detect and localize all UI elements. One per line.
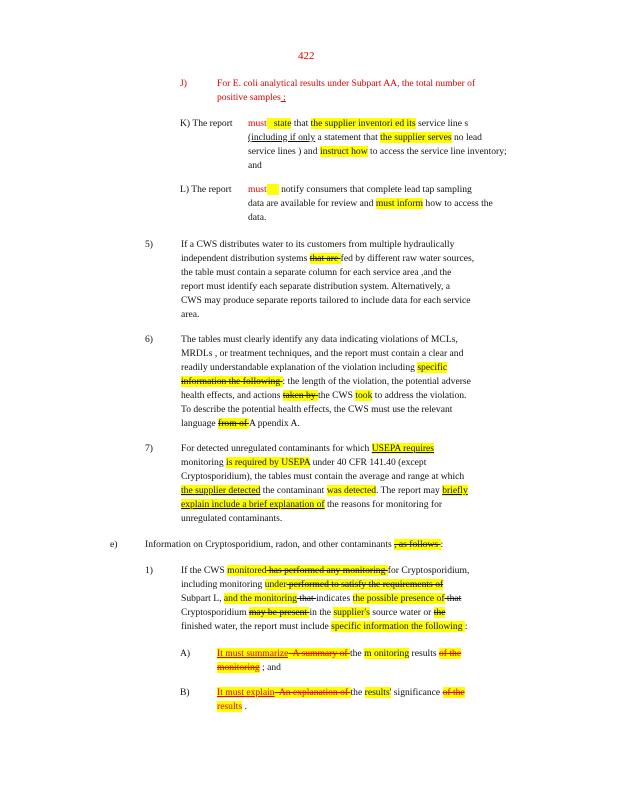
page-number: 422 [298, 50, 315, 62]
text-run: An explanation of [274, 687, 351, 698]
text-run: To describe the potential health effects, the CWS must use the relevant [181, 404, 453, 415]
text-run: must inform [375, 198, 424, 209]
text-run: notify consumers that complete lead tap sampling [278, 184, 472, 195]
item-7-text [181, 442, 541, 526]
text-run: results' [364, 687, 392, 698]
text-run: how to access the [423, 198, 493, 209]
text-run: : [440, 539, 444, 550]
text-line [181, 280, 541, 294]
text-run: indicates [316, 593, 353, 604]
text-run: specific [417, 362, 448, 373]
item-label-j: J) [180, 78, 187, 89]
item-j-text [217, 77, 547, 105]
text-run: report must identify each separate distribution system. Alternatively, a [181, 281, 450, 292]
text-run: ; [280, 92, 286, 103]
text-run: instruct how [319, 146, 368, 157]
text-run: must [248, 184, 267, 195]
text-run: positive samples [217, 92, 281, 103]
text-line [248, 145, 548, 159]
text-line [248, 183, 548, 197]
text-line [181, 564, 541, 578]
text-run: finished water, the report must include [181, 621, 332, 632]
item-b-text [217, 686, 547, 714]
text-line [181, 512, 541, 526]
text-line [181, 484, 541, 498]
text-run: is required by USEPA [226, 457, 311, 468]
text-line [217, 91, 547, 105]
text-run: under [264, 579, 287, 590]
text-line [181, 389, 541, 403]
text-run: CWS may produce separate reports tailored to include data for each service [181, 295, 471, 306]
text-run: state [266, 118, 292, 129]
text-run: health effects, and actions [181, 390, 283, 401]
text-run: briefly [442, 485, 468, 496]
text-run: the supplier inventori ed its [310, 118, 416, 129]
text-run: specific information the following [331, 621, 465, 632]
text-run: no lead [451, 132, 482, 143]
item-label-b: B) [180, 687, 190, 698]
text-line [181, 238, 541, 252]
text-run: language [181, 418, 219, 429]
text-run: m onitoring [364, 648, 410, 659]
text-run: For detected unregulated contaminants for which [181, 443, 372, 454]
text-run: that [296, 593, 317, 604]
item-k-text [248, 117, 548, 173]
text-run: the CWS [318, 390, 356, 401]
item-label-1: 1) [145, 565, 153, 576]
item-label-l: L) The report [180, 184, 232, 195]
text-line [181, 417, 541, 431]
text-run: of the [442, 687, 465, 698]
text-run: the [350, 687, 365, 698]
text-run: ; and [259, 662, 281, 673]
text-run: . The report may [376, 485, 443, 496]
text-line [248, 159, 548, 173]
text-run: that [291, 118, 311, 129]
text-run: in the [309, 607, 334, 618]
text-run: the contaminant [260, 485, 327, 496]
text-line [181, 266, 541, 280]
text-run: A summary of [288, 648, 350, 659]
text-run: explain include a brief explanation of [181, 499, 325, 510]
text-run: For E. coli analytical results under Subpart AA, the total number of [217, 78, 476, 89]
text-run: that [444, 593, 462, 604]
text-run: of the [439, 648, 462, 659]
text-run: monitoring [217, 662, 260, 673]
text-line [217, 77, 547, 91]
text-line [217, 661, 547, 675]
text-line [181, 361, 541, 375]
text-run: monitoring [181, 457, 227, 468]
text-run: service lines ) and [248, 146, 320, 157]
text-run: including monitoring [181, 579, 265, 590]
text-run [267, 184, 279, 195]
text-run: the [433, 607, 446, 618]
text-run: was detected [326, 485, 377, 496]
text-run: source water or [369, 607, 434, 618]
text-line [145, 538, 545, 552]
text-line [181, 606, 541, 620]
text-line [181, 498, 541, 512]
text-run: If the CWS [181, 565, 228, 576]
text-run: It must explain [217, 687, 275, 698]
text-run: : [464, 621, 468, 632]
text-line [181, 333, 541, 347]
text-line [181, 578, 541, 592]
text-run: to address the violation. [372, 390, 467, 401]
text-run: results [217, 701, 243, 712]
text-run: the supplier serves [380, 132, 452, 143]
text-run: MRDLs , or treatment techniques, and the report must contain a clear and [181, 348, 464, 359]
item-label-7: 7) [145, 443, 153, 454]
text-line [181, 308, 541, 322]
text-run: monitored [227, 565, 267, 576]
text-run: data. [248, 212, 267, 223]
text-line [181, 403, 541, 417]
text-run: taken by [282, 390, 319, 401]
text-run: the table must contain a separate column for each service area ,and the [181, 267, 452, 278]
text-line [248, 197, 548, 211]
item-a-text [217, 647, 547, 675]
text-run: area. [181, 309, 200, 320]
text-run: to access the service line inventory; [367, 146, 507, 157]
text-run: has performed any monitoring [266, 565, 388, 576]
text-run: the supplier detected [181, 485, 261, 496]
text-line [181, 252, 541, 266]
text-run: under 40 CFR 141.40 (except [310, 457, 427, 468]
text-run: the reasons for monitoring for [324, 499, 443, 510]
item-label-5: 5) [145, 239, 153, 250]
text-run: the [349, 648, 365, 659]
text-run: data are available for review and [248, 198, 376, 209]
text-line [181, 592, 541, 606]
text-run: A ppendix A. [248, 418, 300, 429]
text-line [217, 647, 547, 661]
text-run: for Cryptosporidium, [387, 565, 470, 576]
text-line [181, 347, 541, 361]
item-label-a: A) [180, 648, 191, 659]
text-line [248, 117, 548, 131]
text-run: supplier's [333, 607, 370, 618]
text-line [217, 686, 547, 700]
text-line [248, 211, 548, 225]
item-label-k: K) The report [180, 118, 233, 129]
text-run: , as follows [394, 539, 441, 550]
text-line [181, 470, 541, 484]
text-line [248, 131, 548, 145]
text-line [217, 700, 547, 714]
text-line [181, 442, 541, 456]
text-run: may be present [248, 607, 310, 618]
text-run: the possible presence of [352, 593, 445, 604]
text-run: . [242, 701, 247, 712]
text-run: took [355, 390, 373, 401]
text-run: and [248, 160, 262, 171]
text-run: from of [218, 418, 249, 429]
text-run: and the monitoring [223, 593, 297, 604]
text-run: Cryptosporidium), the tables must contain the average and range at which [181, 471, 465, 482]
text-line [181, 620, 541, 634]
text-run: performed to satisfy the requirements of [286, 579, 444, 590]
item-label-e: e) [110, 539, 118, 550]
item-5-text [181, 238, 541, 322]
item-label-6: 6) [145, 334, 153, 345]
text-run: Subpart L, [181, 593, 224, 604]
text-run: unregulated contaminants. [181, 513, 283, 524]
text-run: information the following [181, 376, 283, 387]
text-run: Cryptosporidium [181, 607, 249, 618]
text-run: If a CWS distributes water to its customers from multiple hydraulically [181, 239, 455, 250]
text-run: : the length of the violation, the potential adverse [282, 376, 471, 387]
text-run: must [248, 118, 267, 129]
text-run: results [409, 648, 439, 659]
text-run: significance [391, 687, 443, 698]
text-run: independent distribution systems [181, 253, 310, 264]
text-run: Information on Cryptosporidium, radon, and other contaminants [145, 539, 395, 550]
text-line [181, 375, 541, 389]
item-e-text [145, 538, 545, 552]
text-run: fed by different raw water sources, [340, 253, 475, 264]
text-run: that are [309, 253, 341, 264]
text-run: (including if only [248, 132, 316, 143]
item-6-text [181, 333, 541, 431]
text-line [181, 456, 541, 470]
text-run: readily understandable explanation of the violation including [181, 362, 418, 373]
text-run: It must summarize [217, 648, 289, 659]
text-run: a statement that [315, 132, 381, 143]
item-l-text [248, 183, 548, 225]
text-run: service line s [415, 118, 469, 129]
text-line [181, 294, 541, 308]
text-run: USEPA requires [371, 443, 435, 454]
item-1-text [181, 564, 541, 634]
text-run: The tables must clearly identify any data indicating violations of MCLs, [181, 334, 458, 345]
